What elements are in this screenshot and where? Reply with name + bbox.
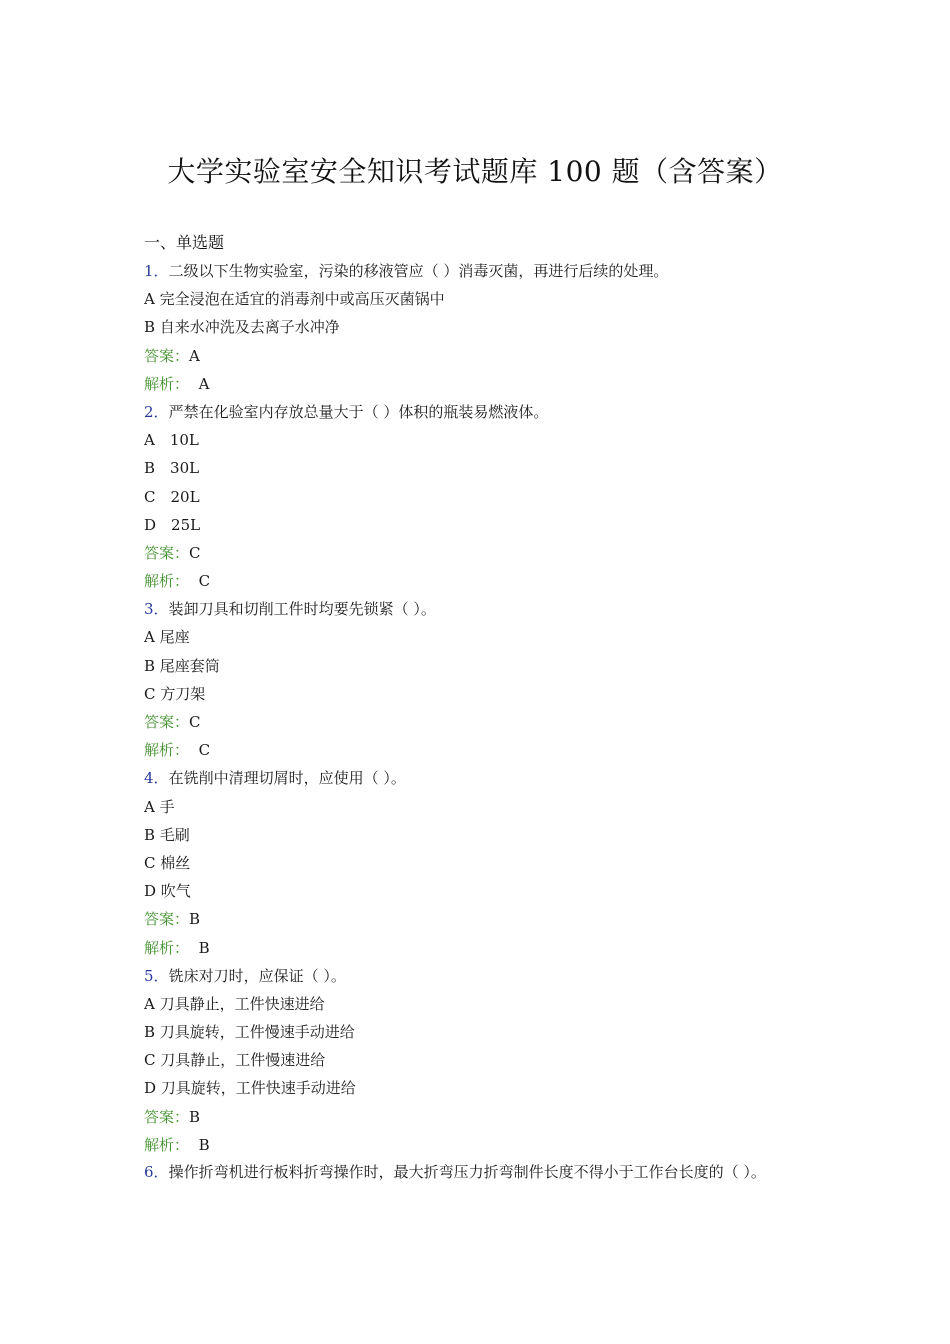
answer-label: 答案： (144, 346, 190, 365)
question-block (144, 962, 816, 1159)
answer-value: C (189, 543, 201, 562)
question-block (144, 764, 816, 961)
question-number: 3 (144, 600, 154, 619)
answer-label: 答案： (144, 1107, 190, 1126)
analysis-line (144, 567, 816, 595)
question-text: 严禁在化验室内存放总量大于（ ）体积的瓶装易燃液体。 (168, 402, 549, 421)
question-text: 二级以下生物实验室，污染的移液管应（ ）消毒灭菌，再进行后续的处理。 (168, 262, 669, 280)
question-text: 铣床对刀时，应保证（ ）。 (168, 966, 346, 985)
question-line (144, 595, 816, 623)
answer-value: B (189, 1107, 201, 1126)
question-number-dot: ． (153, 402, 169, 421)
question-number-dot: ． (153, 1163, 169, 1181)
analysis-value: C (198, 741, 211, 760)
option-line: C 棉丝 (144, 853, 191, 872)
option-line: C 刀具静止，工件慢速进给 (144, 1051, 326, 1070)
question-number-dot: ． (153, 966, 169, 985)
analysis-value: C (198, 572, 211, 591)
option-line: C 方刀架 (144, 684, 206, 703)
question-text: 操作折弯机进行板料折弯操作时，最大折弯压力折弯制件长度不得小于工作台长度的（ ）。 (168, 1163, 766, 1181)
option-line: A 10L (144, 431, 199, 450)
option-line: B 刀具旋转，工件慢速手动进给 (144, 1023, 355, 1042)
question-number-dot: ． (153, 262, 169, 280)
question-list (144, 229, 816, 1186)
question-text: 在铣削中清理切屑时，应使用（ ）。 (168, 769, 406, 788)
question-block (144, 257, 816, 398)
section-heading: 一、单选题 (144, 233, 225, 252)
question-line (144, 257, 816, 285)
question-number: 6 (144, 1163, 154, 1181)
option-line: D 25L (144, 515, 201, 534)
analysis-value: A (198, 374, 210, 393)
question-number: 2 (144, 402, 154, 421)
answer-line (144, 905, 816, 933)
option-line: C 20L (144, 487, 200, 506)
answer-label: 答案： (144, 543, 190, 562)
option-line: A 手 (144, 797, 175, 816)
question-number-dot: ． (153, 600, 169, 619)
option-line: D 刀具旋转，工件快速手动进给 (144, 1079, 356, 1098)
answer-line (144, 539, 816, 567)
question-number: 1 (144, 262, 154, 280)
page-title: 大学实验室安全知识考试题库 100 题（含答案） (167, 155, 783, 188)
question-number: 4 (144, 769, 154, 788)
analysis-line (144, 736, 816, 764)
analysis-line (144, 370, 816, 398)
analysis-value: B (198, 938, 210, 957)
question-line (144, 764, 816, 792)
option-line: D 吹气 (144, 882, 191, 901)
answer-line (144, 1103, 816, 1131)
question-line (144, 398, 816, 426)
answer-label: 答案： (144, 713, 190, 731)
analysis-line (144, 934, 816, 962)
question-block (144, 398, 816, 595)
analysis-label: 解析： (144, 572, 190, 591)
question-text: 装卸刀具和切削工件时均要先锁紧（ ）。 (168, 600, 436, 619)
analysis-label: 解析： (144, 938, 190, 957)
question-block (144, 1159, 816, 1186)
analysis-value: B (198, 1135, 210, 1154)
answer-label: 答案： (144, 910, 190, 929)
question-number: 5 (144, 966, 154, 985)
option-line: B 30L (144, 459, 200, 478)
option-line: B 毛刷 (144, 825, 190, 844)
answer-value: A (189, 346, 200, 365)
question-line (144, 962, 816, 990)
answer-value: C (189, 713, 201, 731)
answer-line (144, 342, 816, 370)
option-line: A 尾座 (144, 628, 190, 647)
analysis-label: 解析： (144, 1135, 190, 1154)
answer-value: B (189, 910, 201, 929)
question-number-dot: ． (153, 769, 169, 788)
analysis-line (144, 1131, 816, 1159)
analysis-label: 解析： (144, 741, 190, 760)
option-line: B 自来水冲洗及去离子水冲净 (144, 318, 340, 337)
option-line: A 刀具静止，工件快速进给 (144, 994, 325, 1013)
option-line: A 完全浸泡在适宜的消毒剂中或高压灭菌锅中 (144, 290, 445, 309)
answer-line (144, 708, 816, 736)
option-line: B 尾座套筒 (144, 656, 220, 675)
analysis-label: 解析： (144, 374, 190, 393)
question-line (144, 1159, 816, 1186)
question-block (144, 595, 816, 764)
